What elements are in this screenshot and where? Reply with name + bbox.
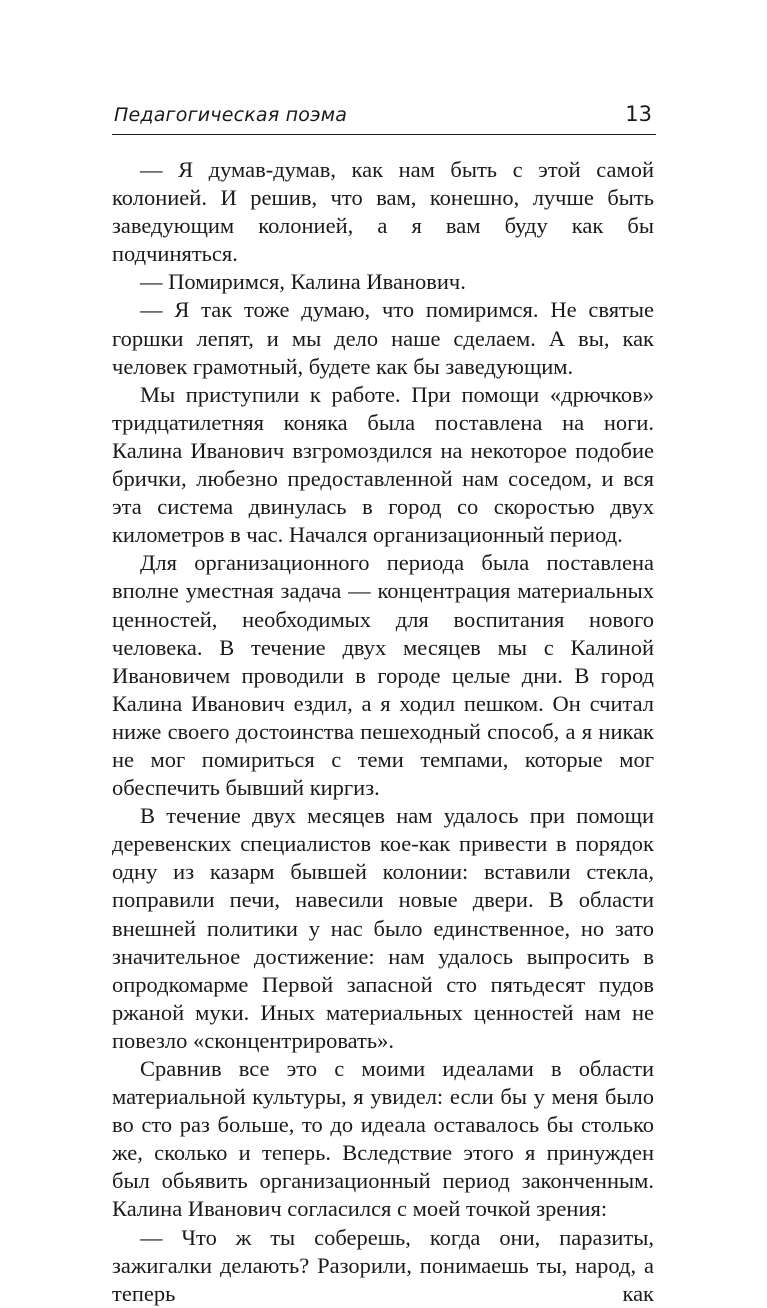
paragraph-4: Мы приступили к работе. При помощи «дрючков» тридцатилетняя коняка была поставлена на ноги. Калина Иванович взгромоздился на некоторое подобие брички, любезно предоставленной нам соседом, и вся эта система двинулась в город со скоростью двух километров в час. Начался организационный период. [112, 381, 654, 548]
paragraph-1: — Я думав-думав, как нам быть с этой самой колонией. И решив, что вам, конешно, лучше быть заведующим колонией, а я вам буду как бы подчиняться. [112, 157, 654, 267]
page-number: 13 [625, 102, 652, 126]
paragraph-8: — Что ж ты соберешь, когда они, паразиты, зажигалки делають? Разорили, понимаешь ты, народ, а теперь как [112, 1224, 654, 1306]
paragraph-7: Сравнив все это с моими идеалами в области материальной культуры, я увидел: если бы у меня было во сто раз больше, то до идеала оставалось бы столько же, сколько и теперь. Вследствие этого я принужден был обьявить организационный период законченным. Калина Иванович согласился с моей точкой зрения: [112, 1056, 654, 1222]
running-header [112, 100, 656, 135]
paragraph-5: Для организационного периода была поставлена вполне уместная задача — концентрация материальных ценностей, необходимых для воспитания нового человека. В течение двух месяцев мы с Калиной Ивановичем проводили в городе целые дни. В город Калина Иванович ездил, а я ходил пешком. Он считал ниже своего достоинства пешеходный способ, а я никак не мог помириться с теми темпами, которые мог обеспечить бывший киргиз. [112, 550, 654, 801]
body-text [112, 156, 654, 1308]
paragraph-2: — Помиримся, Калина Иванович. [140, 269, 466, 295]
paragraph-6: В течение двух месяцев нам удалось при помощи деревенских специалистов кое-как привести в порядок одну из казарм бывшей колонии: вставили стекла, поправили печи, навесили новые двери. В области внешней политики у нас было единственное, но зато значительное достижение: нам удалось выпросить в опродкомарме Первой запасной сто пятьдесят пудов ржаной муки. Иных материальных ценностей нам не повезло «сконцентрировать». [112, 803, 654, 1053]
running-title: Педагогическая поэма [114, 104, 348, 126]
paragraph-3: — Я так тоже думаю, что помиримся. Не святые горшки лепят, и мы дело наше сделаем. А вы, как человек грамотный, будете как бы заведующим. [112, 297, 654, 379]
